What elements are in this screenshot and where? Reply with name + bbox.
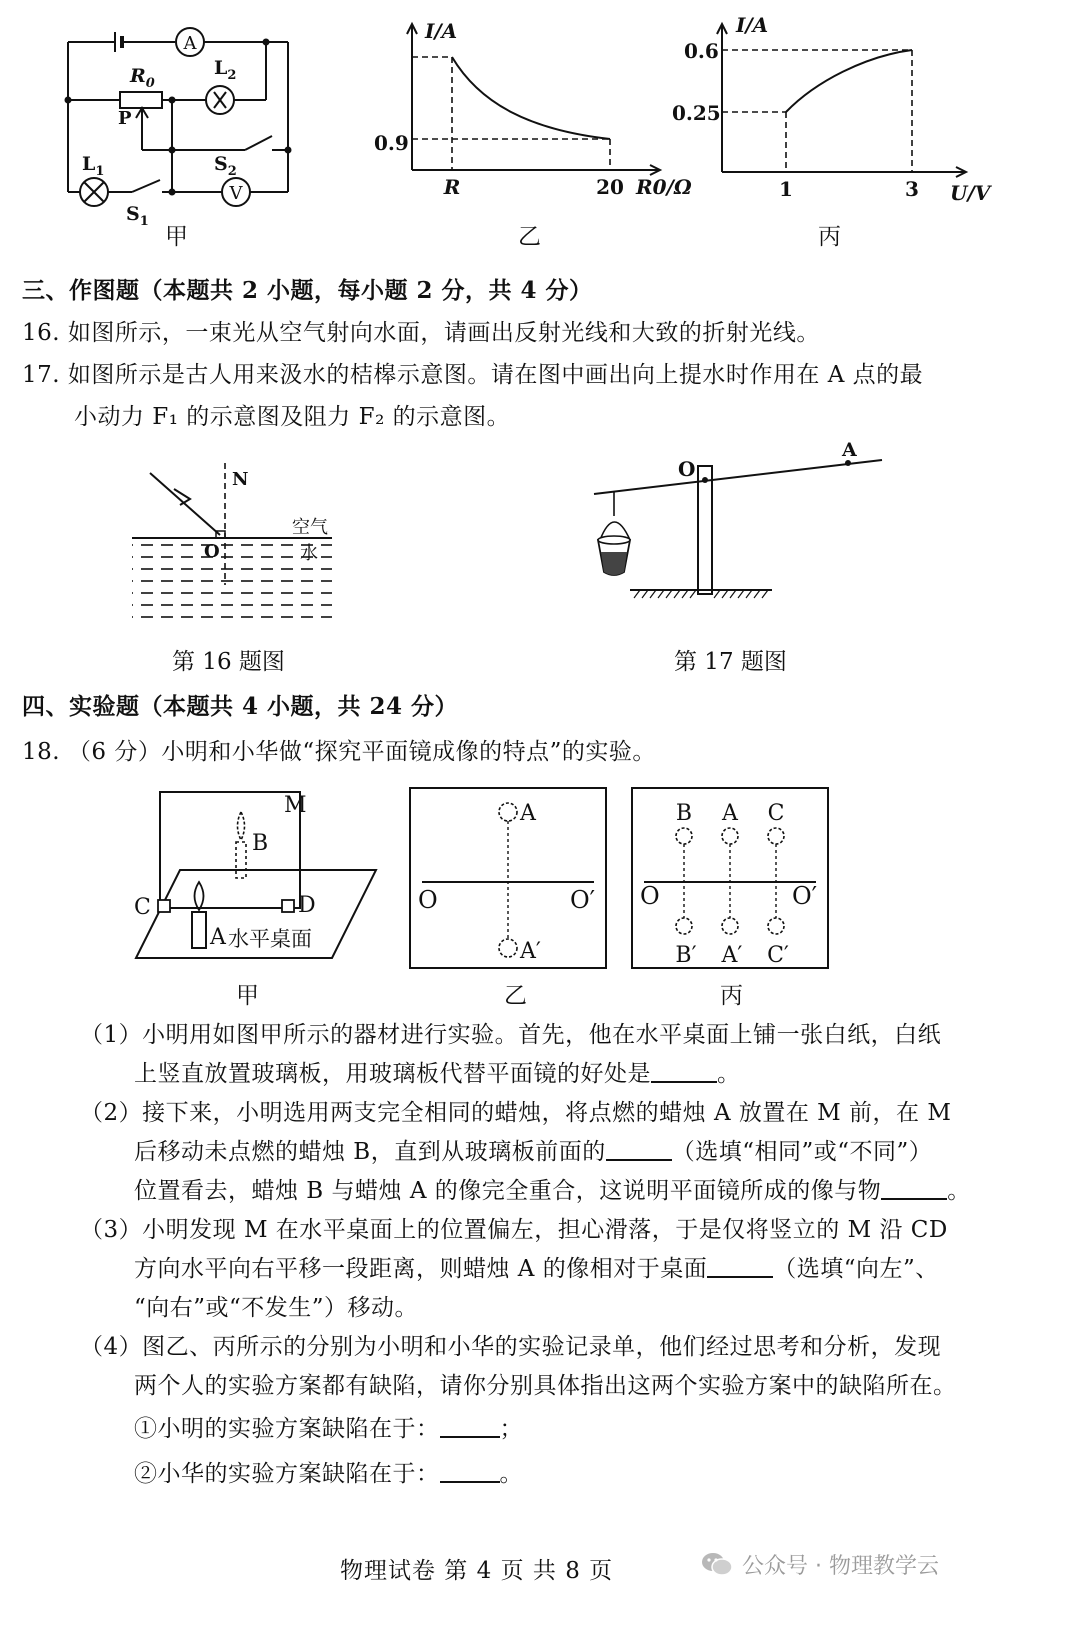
voltmeter-label: V (229, 183, 243, 204)
fig18-yi-diagram (408, 786, 610, 972)
answer-blank-2[interactable] (606, 1141, 672, 1161)
answer-blank-4[interactable] (707, 1258, 773, 1278)
fig15-jia-caption: 甲 (165, 224, 188, 250)
part4-answer-b: ②小华的实验方案缺陷在于： 。 (134, 1461, 523, 1487)
fig17-caption: 第 17 题图 (674, 649, 787, 675)
graph-bing (666, 6, 1006, 212)
air-label: 空气 (292, 517, 328, 538)
question-16: 16. 如图所示，一束光从空气射向水面，请画出反射光线和大致的折射光线。 (22, 320, 820, 346)
mirror-m-label: M (284, 793, 307, 818)
s2-label: $S_2$ (214, 153, 237, 179)
watermark-text: 公众号 · 物理教学云 (742, 1553, 939, 1579)
yi-a-image-label: A′ (520, 939, 541, 964)
r0-label: $R_0$ (130, 65, 155, 91)
fig18-jia-diagram (132, 786, 382, 966)
part2-line1: （2）接下来，小明选用两支完全相同的蜡烛，将点燃的蜡烛 A 放置在 M 前，在 M (80, 1100, 952, 1126)
fig15-bing-caption: 丙 (818, 224, 841, 250)
point-a-label: A (842, 439, 857, 461)
part1-line2: 上竖直放置玻璃板，用玻璃板代替平面镜的好处是 。 (134, 1061, 741, 1087)
fig18-bing-diagram (630, 786, 832, 972)
yi-o-label: O (418, 886, 438, 914)
bing-x-tick-3: 3 (905, 177, 919, 201)
circuit-diagram-jia (60, 20, 300, 250)
bing-o-prime-label: O′ (792, 882, 818, 910)
bing-y-axis-label: I/A (736, 13, 769, 37)
fig17-diagram (590, 440, 890, 610)
question-17-line2: 小动力 F₁ 的示意图及阻力 F₂ 的示意图。 (74, 404, 511, 430)
bing-x-axis-label: U/V (950, 181, 991, 205)
bing-a-label: A (722, 801, 738, 826)
yi-x-tick-r: R (443, 175, 461, 199)
l2-label: $L_2$ (214, 57, 237, 83)
answer-blank-1[interactable] (651, 1063, 717, 1083)
bing-c-label: C (767, 801, 785, 826)
answer-blank-3[interactable] (881, 1180, 947, 1200)
fig18-bing-caption: 丙 (720, 983, 743, 1009)
yi-x-axis-label: R0/Ω (636, 175, 692, 199)
yi-x-tick-20: 20 (596, 175, 624, 199)
fig16-caption: 第 16 题图 (172, 649, 285, 675)
incidence-point-o: O (204, 541, 220, 562)
section4-title: 四、实验题（本题共 4 小题，共 24 分） (22, 693, 459, 720)
candle-a-label: A (210, 925, 226, 950)
fig18-yi-caption: 乙 (504, 983, 527, 1009)
point-c-label: C (134, 895, 151, 920)
point-d-label: D (298, 893, 316, 918)
part3-line1: （3）小明发现 M 在水平桌面上的位置偏左，担心滑落，于是仅将竖立的 M 沿 CD (80, 1217, 948, 1243)
fig18-jia-caption: 甲 (236, 983, 259, 1009)
wechat-icon (700, 1549, 734, 1579)
section3-title: 三、作图题（本题共 2 小题，每小题 2 分，共 4 分） (22, 277, 593, 304)
fig16-diagram (120, 455, 360, 625)
part4-line1: （4）图乙、丙所示的分别为小明和小华的实验记录单，他们经过思考和分析，发现 (80, 1334, 942, 1360)
water-label: 水 (300, 543, 318, 564)
ammeter-label: A (183, 33, 197, 54)
l1-label: $L_1$ (82, 153, 105, 179)
bing-b-label: B (675, 801, 693, 826)
normal-label-n: N (232, 469, 249, 490)
page-footer: 物理试卷 第 4 页 共 8 页 (340, 1558, 614, 1584)
yi-a-label: A (520, 801, 536, 826)
question-18: 18. （6 分）小明和小华做“探究平面镜成像的特点”的实验。 (22, 739, 656, 765)
watermark (700, 1545, 1010, 1583)
part2-line3: 位置看去，蜡烛 B 与蜡烛 A 的像完全重合，这说明平面镜所成的像与物 。 (134, 1178, 971, 1204)
fig15-yi-caption: 乙 (518, 224, 541, 250)
answer-blank-6[interactable] (440, 1463, 500, 1483)
part4-answer-a: ①小明的实验方案缺陷在于： ； (134, 1416, 523, 1442)
yi-y-tick: 0.9 (374, 131, 409, 155)
part3-line3: “向右”或“不发生”）移动。 (134, 1295, 419, 1321)
bing-b-image-label: B′ (675, 943, 697, 968)
desk-label: 水平桌面 (228, 927, 312, 951)
bing-x-tick-1: 1 (779, 177, 793, 201)
part1-line1: （1）小明用如图甲所示的器材进行实验。首先，他在水平桌面上铺一张白纸，白纸 (80, 1022, 942, 1048)
part4-line2: 两个人的实验方案都有缺陷，请你分别具体指出这两个实验方案中的缺陷所在。 (134, 1373, 957, 1399)
pivot-o-label: O (678, 457, 696, 481)
part2-line2: 后移动未点燃的蜡烛 B，直到从玻璃板前面的 （选填“相同”或“不同”） (134, 1139, 933, 1165)
question-17-line1: 17. 如图所示是古人用来汲水的桔槔示意图。请在图中画出向上提水时作用在 A 点的最 (22, 362, 924, 388)
answer-blank-5[interactable] (440, 1418, 500, 1438)
yi-y-axis-label: I/A (425, 19, 458, 43)
bing-y-tick-06: 0.6 (684, 39, 719, 63)
yi-o-prime-label: O′ (570, 886, 596, 914)
bing-y-tick-025: 0.25 (672, 101, 721, 125)
bing-c-image-label: C′ (767, 943, 789, 968)
graph-yi (370, 12, 692, 212)
s1-label: $S_1$ (126, 203, 149, 229)
candle-b-label: B (252, 831, 269, 856)
slider-p-label: P (118, 108, 132, 129)
part3-line2: 方向水平向右平移一段距离，则蜡烛 A 的像相对于桌面 （选填“向左”、 (134, 1256, 939, 1282)
bing-a-image-label: A′ (721, 943, 743, 968)
bing-o-label: O (640, 882, 660, 910)
